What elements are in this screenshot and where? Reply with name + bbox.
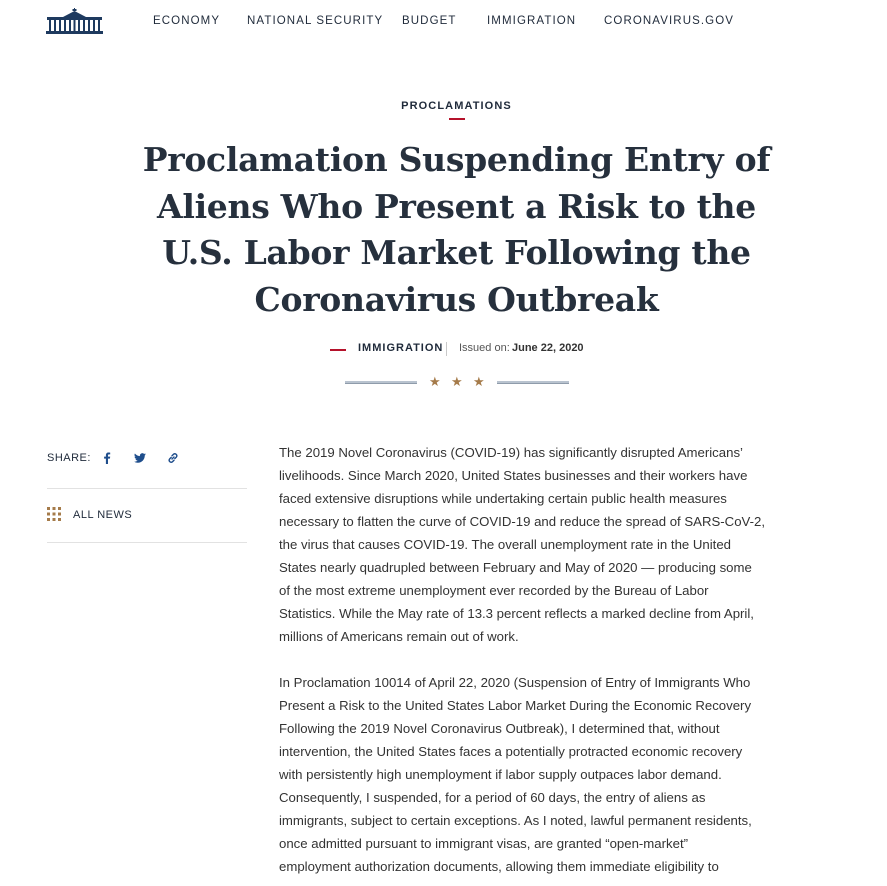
sidebar-divider bbox=[47, 488, 247, 489]
twitter-share-button[interactable] bbox=[133, 451, 147, 465]
eyebrow-underline bbox=[449, 118, 465, 120]
paragraph-line: immigrants, subject to certain exceptions. As I noted, lawful permanent residents, bbox=[279, 813, 752, 828]
facebook-share-button[interactable] bbox=[100, 451, 114, 465]
nav-coronavirus-gov[interactable]: CORONAVIRUS.GOV bbox=[604, 15, 735, 27]
star-icon: ★ bbox=[451, 374, 463, 389]
nav-immigration[interactable]: IMMIGRATION bbox=[487, 15, 577, 27]
article-meta bbox=[0, 342, 887, 358]
paragraph-line: employment authorization documents, allowing them immediate eligibility to bbox=[279, 859, 719, 874]
issued-date: June 22, 2020 bbox=[512, 342, 584, 354]
link-icon bbox=[166, 451, 180, 465]
grid-icon[interactable] bbox=[47, 507, 61, 521]
grid-dots-icon bbox=[47, 507, 61, 521]
meta-accent-dash bbox=[330, 349, 346, 351]
paragraph-line: once admitted pursuant to immigrant visas, are granted “open-market” bbox=[279, 836, 689, 851]
white-house-logo[interactable] bbox=[46, 8, 103, 34]
paragraph-line: necessary to flatten the curve of COVID-19 and reduce the spread of SARS-CoV-2, bbox=[279, 514, 765, 529]
share-label: SHARE: bbox=[47, 452, 91, 464]
paragraph-line: livelihoods. Since March 2020, United States businesses and their workers have bbox=[279, 468, 748, 483]
paragraph-line: with persistently high unemployment if labor supply outpaces labor demand. bbox=[279, 767, 722, 782]
white-house-icon bbox=[46, 8, 103, 34]
paragraph-line: The 2019 Novel Coronavirus (COVID-19) has significantly disrupted Americans’ bbox=[279, 445, 743, 460]
body-paragraph-2 bbox=[279, 671, 774, 878]
nav-national-security[interactable]: NATIONAL SECURITY bbox=[247, 15, 384, 27]
star-icon: ★ bbox=[473, 374, 485, 389]
meta-separator bbox=[446, 342, 447, 356]
paragraph-line: Statistics. While the May rate of 13.3 percent reflects a marked decline from April, bbox=[279, 606, 754, 621]
issued-label: Issued on: bbox=[459, 342, 510, 354]
nav-budget[interactable]: BUDGET bbox=[402, 15, 457, 27]
title-line: Aliens Who Present a Risk to the bbox=[157, 186, 756, 226]
sidebar-divider bbox=[47, 542, 247, 543]
divider-line-right bbox=[497, 381, 569, 384]
paragraph-line: States nearly quadrupled between February and May of 2020 — producing some bbox=[279, 560, 752, 575]
twitter-icon bbox=[133, 451, 147, 465]
copy-link-button[interactable] bbox=[166, 451, 180, 465]
title-line: Proclamation Suspending Entry of bbox=[142, 140, 771, 179]
paragraph-line: Present a Risk to the United States Labor Market During the Economic Recovery bbox=[279, 698, 752, 713]
title-line: U.S. Labor Market Following the bbox=[162, 233, 751, 272]
all-news-link[interactable]: ALL NEWS bbox=[73, 509, 133, 521]
paragraph-line: Consequently, I suspended, for a period of 60 days, the entry of aliens as bbox=[279, 790, 706, 805]
paragraph-line: intervention, the United States faces a potentially protracted economic recovery bbox=[279, 744, 743, 759]
paragraph-line: Following the 2019 Novel Coronavirus Outbreak), I determined that, without bbox=[279, 721, 720, 736]
title-line: Coronavirus Outbreak bbox=[254, 279, 659, 319]
nav-economy[interactable]: ECONOMY bbox=[153, 15, 221, 27]
paragraph-line: the virus that causes COVID-19. The overall unemployment rate in the United bbox=[279, 537, 732, 552]
top-navigation bbox=[0, 0, 887, 44]
meta-category-link[interactable]: IMMIGRATION bbox=[358, 342, 444, 354]
paragraph-line: In Proclamation 10014 of April 22, 2020 (Suspension of Entry of Immigrants Who bbox=[279, 675, 751, 690]
divider-line-left bbox=[345, 381, 417, 384]
paragraph-line: millions of Americans remain out of work. bbox=[279, 629, 519, 644]
page-title bbox=[140, 137, 773, 323]
article-category-eyebrow[interactable]: PROCLAMATIONS bbox=[401, 100, 512, 112]
paragraph-line: faced extensive disruptions while undertaking certain public health measures bbox=[279, 491, 727, 506]
star-icon: ★ bbox=[429, 374, 441, 389]
facebook-icon bbox=[100, 451, 114, 465]
paragraph-line: of the most extreme unemployment ever recorded by the Bureau of Labor bbox=[279, 583, 709, 598]
body-paragraph-1 bbox=[279, 441, 774, 648]
